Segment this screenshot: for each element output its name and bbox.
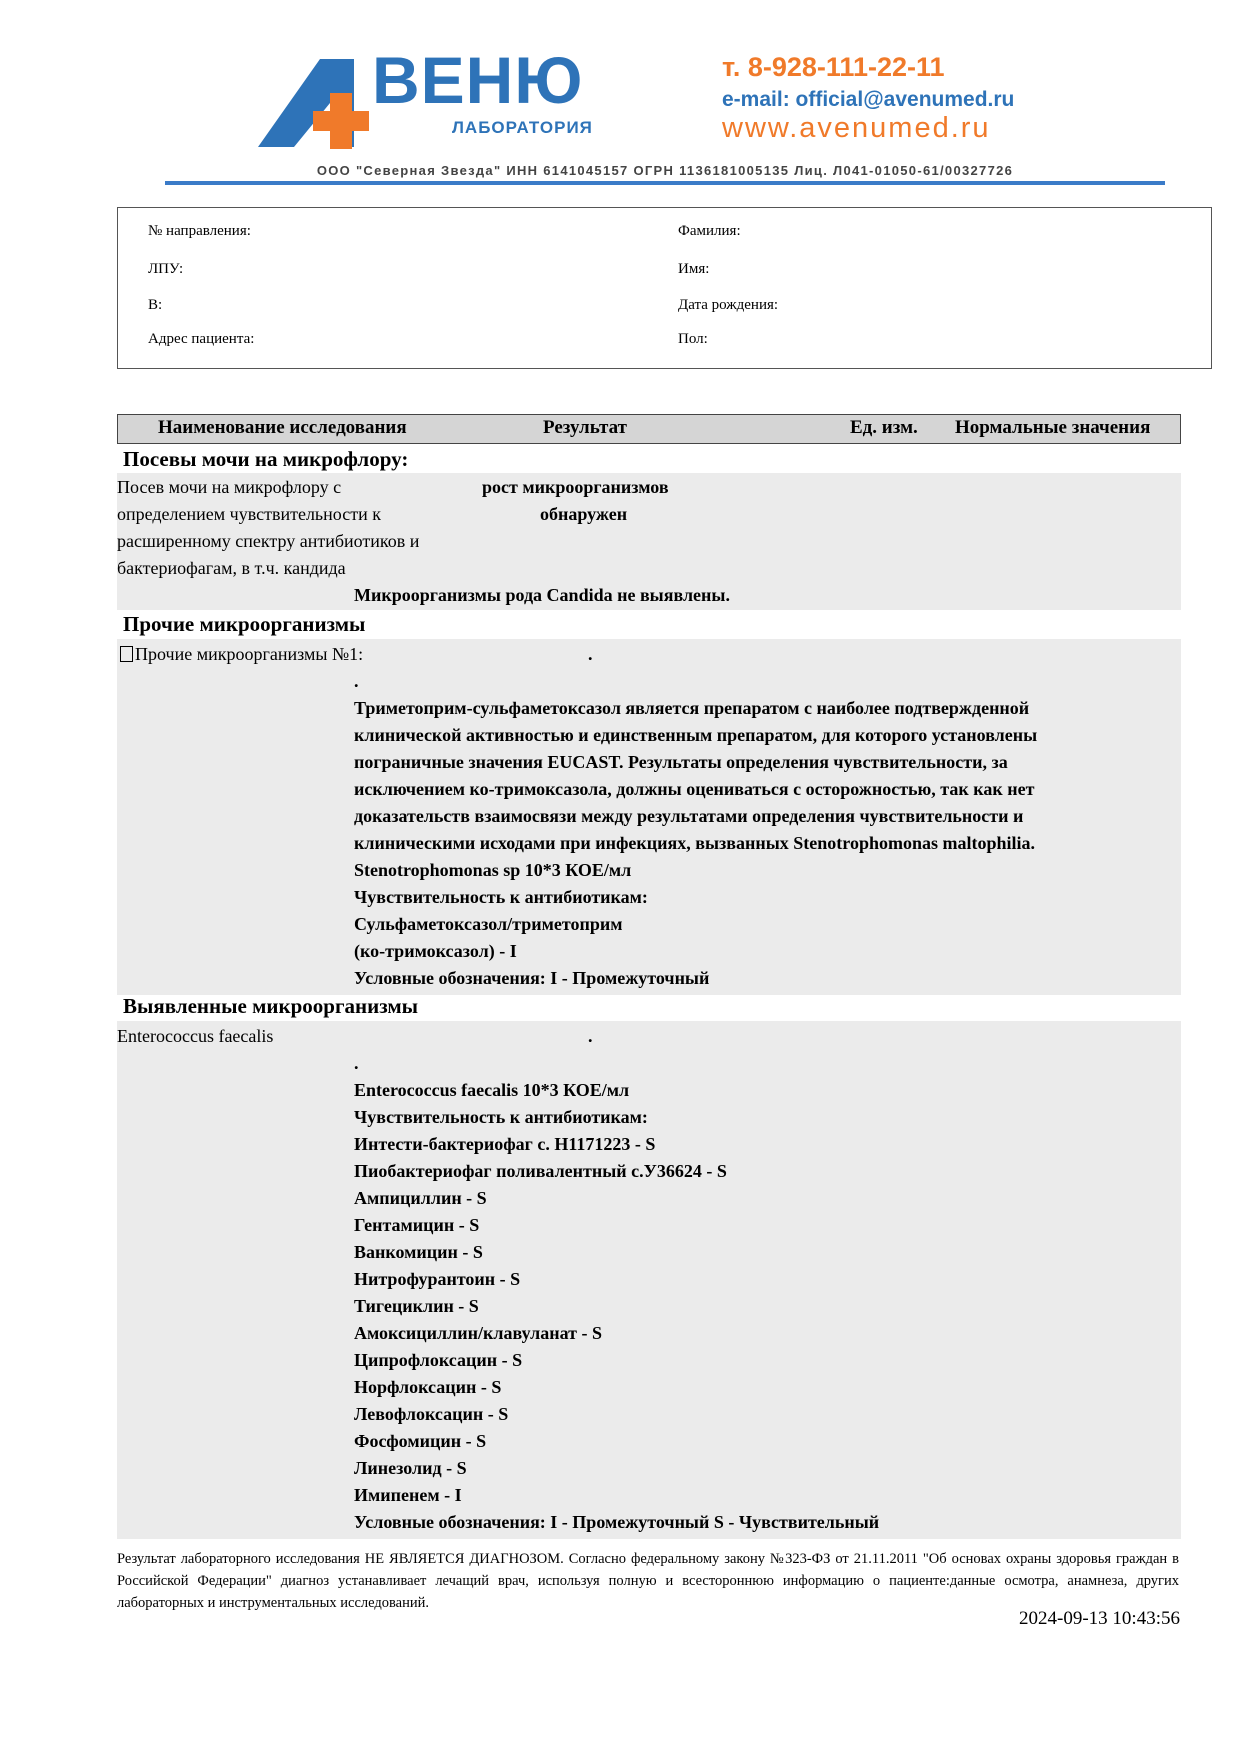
antibiotic-result: Линезолид - S <box>354 1458 467 1478</box>
birthdate-label: Дата рождения: <box>678 297 779 313</box>
detail-line: (ко-тримоксазол) - I <box>354 941 517 961</box>
col-units-header: Ед. изм. <box>850 417 918 438</box>
antibiotic-result: Норфлоксацин - S <box>354 1377 502 1397</box>
diagnosis-disclaimer: Результат лабораторного исследования НЕ ЯВЛЯЕТСЯ ДИАГНОЗОМ. Согласно федеральному закону №323-ФЗ от 21.11.2011 "Об основах охраны здоровья граждан в Российской Федерации" диагноз устанавливает лечащий врач, используя полную и всестороннюю информацию о пациенте:данные осмотра, анамнеза, других лабораторных и инструментальных исследований. <box>117 1551 1179 1611</box>
detail-line: Enterococcus faecalis 10*3 КОЕ/мл <box>354 1080 630 1100</box>
antibiotic-result: Имипенем - I <box>354 1485 462 1505</box>
antibiotic-result: Нитрофурантоин - S <box>354 1269 521 1289</box>
sex-label: Пол: <box>678 331 708 347</box>
logo-wordmark: ВЕНЮ <box>372 43 584 117</box>
section-title-detected-microorganisms: Выявленные микроорганизмы <box>123 994 419 1018</box>
header-divider <box>165 181 1165 185</box>
result-dot: . <box>588 1026 593 1046</box>
surname-label: Фамилия: <box>678 223 741 239</box>
detail-line: исключением ко-тримоксазола, должны оцениваться с осторожностью, так как нет <box>354 779 1035 799</box>
antibiotic-result: Ципрофлоксацин - S <box>354 1350 523 1370</box>
antibiotic-result: Тигециклин - S <box>354 1296 479 1316</box>
antibiotic-result: Гентамицин - S <box>354 1215 480 1235</box>
phone-number: т. 8-928-111-22-11 <box>722 52 945 82</box>
antibiotic-result: Амоксициллин/клавуланат - S <box>354 1323 602 1343</box>
test-name-line: Посев мочи на микрофлору с <box>117 477 342 497</box>
section-title-other-microorganisms: Прочие микроорганизмы <box>123 612 366 636</box>
test-name-line: определением чувствительности к <box>117 504 381 524</box>
antibiotic-result: Ампициллин - S <box>354 1188 487 1208</box>
company-registration: ООО "Северная Звезда" ИНН 6141045157 ОГРН 1136181005135 Лиц. Л041-01050-61/00327726 <box>316 163 1014 178</box>
patient-info-box <box>117 207 1212 369</box>
checkbox-glyph-icon <box>120 646 133 662</box>
antibiotic-result: Левофлоксацин - S <box>354 1404 509 1424</box>
test-name-line: бактериофагам, в т.ч. кандида <box>117 558 346 578</box>
lpu-label: ЛПУ: <box>148 261 184 277</box>
detail-line: пограничные значения EUCAST. Результаты определения чувствительности, за <box>354 752 1008 772</box>
detail-line: клиническими исходами при инфекциях, вызванных Stenotrophomonas maltophilia. <box>354 833 1035 853</box>
email-address: e-mail: official@avenumed.ru <box>722 88 1015 111</box>
candida-result: Микроорганизмы рода Candida не выявлены. <box>354 585 730 605</box>
name-label: Имя: <box>678 261 710 277</box>
detected-microorganism-label: Enterococcus faecalis <box>117 1026 274 1046</box>
legend-line: Условные обозначения: I - Промежуточный S - Чувствительный <box>354 1512 880 1532</box>
result-dot: . <box>354 671 359 691</box>
result-value-line: обнаружен <box>540 504 628 524</box>
result-dot: . <box>588 644 593 664</box>
antibiotic-result: Интести-бактериофаг с. Н1171223 - S <box>354 1134 656 1154</box>
result-dot: . <box>354 1053 359 1073</box>
direction-label: № направления: <box>148 223 251 239</box>
address-label: Адрес пациента: <box>148 331 255 347</box>
col-result-header: Результат <box>543 417 627 438</box>
report-timestamp: 2024-09-13 10:43:56 <box>1019 1608 1180 1629</box>
detail-line: доказательств взаимосвязи между результатами определения чувствительности и <box>354 806 1024 826</box>
antibiotic-result: Ванкомицин - S <box>354 1242 483 1262</box>
detail-line: Stenotrophomonas sp 10*3 КОЕ/мл <box>354 860 632 880</box>
website-url: www.avenumed.ru <box>722 112 991 144</box>
results-table-header <box>117 414 1181 444</box>
result-value-line: рост микроорганизмов <box>482 477 669 497</box>
section-detected-microorganisms-band <box>117 1021 1181 1539</box>
col-name-header: Наименование исследования <box>158 417 407 438</box>
section-title-urine-culture: Посевы мочи на микрофлору: <box>123 447 409 471</box>
other-microorganism-label: Прочие микроорганизмы №1: <box>120 641 363 668</box>
detail-line: Сульфаметоксазол/триметоприм <box>354 914 623 934</box>
detail-line: Триметоприм-сульфаметоксазол является препаратом с наиболее подтвержденной <box>354 698 1030 718</box>
logo-subtitle: ЛАБОРАТОРИЯ <box>452 118 593 137</box>
antibiotic-result: Пиобактериофаг поливалентный с.У36624 - S <box>354 1161 727 1181</box>
v-label: В: <box>148 297 163 313</box>
detail-line: Условные обозначения: I - Промежуточный <box>354 968 710 988</box>
detail-line: клинической активностью и единственным препаратом, для которого установлены <box>354 725 1038 745</box>
detail-line: Чувствительность к антибиотикам: <box>354 887 648 907</box>
detail-line: Чувствительность к антибиотикам: <box>354 1107 648 1127</box>
antibiotic-result: Фосфомицин - S <box>354 1431 487 1451</box>
test-name-line: расширенному спектру антибиотиков и <box>117 531 420 551</box>
col-norms-header: Нормальные значения <box>955 417 1151 438</box>
